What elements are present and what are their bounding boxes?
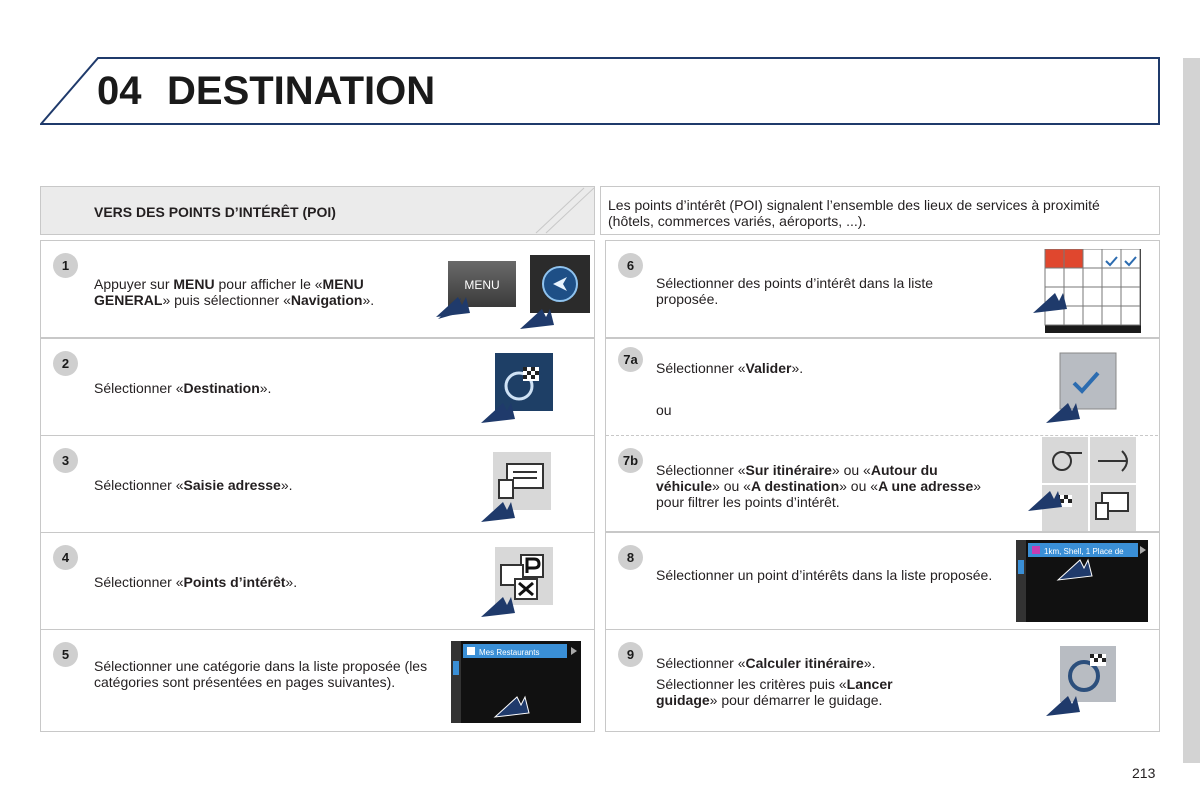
- step-badge: 8: [618, 545, 643, 570]
- step-7-separator: [606, 435, 1158, 436]
- step-7b-text: Sélectionner «Sur itinéraire» ou «Autour du véhicule» ou «A destination» ou «A une adresse» pour filtrer les points d’intérêt.: [656, 462, 982, 510]
- category-list-screen: [451, 641, 581, 723]
- menu-navigation-icons: [436, 253, 591, 331]
- step-1: [40, 240, 595, 338]
- step-8: [605, 532, 1160, 630]
- section-title: VERS DES POINTS D’INTÉRÊT (POI): [94, 204, 336, 220]
- step-text: Sélectionner des points d’intérêt dans la liste proposée.: [656, 275, 934, 307]
- step-badge: 1: [53, 253, 78, 278]
- step-7a-text: Sélectionner «Valider».: [656, 360, 804, 376]
- restaurants-item: Mes Restaurants: [479, 648, 540, 657]
- side-tab-bar: [1183, 58, 1200, 763]
- heading-diagonal-decoration: [534, 187, 594, 234]
- step-badge: 4: [53, 545, 78, 570]
- step-5: [40, 629, 595, 732]
- chapter-title: DESTINATION: [167, 69, 436, 113]
- section-intro: [600, 186, 1160, 235]
- poi-grid-screen: [1031, 249, 1143, 333]
- validate-check-icon: [1044, 351, 1134, 427]
- poi-icon: [479, 545, 559, 620]
- section-heading: [40, 186, 595, 235]
- step-text: Appuyer sur MENU pour afficher le «MENU GENERAL» puis sélectionner «Navigation».: [94, 276, 375, 308]
- step-2: [40, 338, 595, 436]
- step-9: [605, 629, 1160, 732]
- chapter-number: 04: [97, 69, 142, 113]
- step-badge: 3: [53, 448, 78, 473]
- step-text: Sélectionner «Points d’intérêt».: [94, 574, 298, 590]
- step-text: Sélectionner «Saisie adresse».: [94, 477, 293, 493]
- step-6: [605, 240, 1160, 338]
- filter-options-icons: [1026, 437, 1138, 531]
- step-text: Sélectionner «Destination».: [94, 380, 272, 396]
- calculate-route-icon: [1044, 646, 1134, 720]
- step-badge: 6: [618, 253, 643, 278]
- step-badge: 5: [53, 642, 78, 667]
- poi-result-screen: [1016, 540, 1148, 622]
- step-text: Sélectionner un point d’intérêts dans la liste proposée.: [656, 567, 993, 583]
- step-3: [40, 435, 595, 533]
- step-text: Sélectionner une catégorie dans la liste proposée (les catégories sont présentées en pages suivantes).: [94, 658, 428, 690]
- address-entry-icon: [479, 450, 559, 525]
- destination-flag-icon: [479, 351, 559, 426]
- page-number: 213: [1132, 765, 1156, 781]
- poi-result-item: 1km, Shell, 1 Place de: [1044, 547, 1124, 556]
- step-badge: 2: [53, 351, 78, 376]
- step-text-calc: Sélectionner «Calculer itinéraire».: [656, 655, 876, 671]
- step-badge: 9: [618, 642, 643, 667]
- step-badge-7a: 7a: [618, 347, 643, 372]
- step-badge-7b: 7b: [618, 448, 643, 473]
- step-7a-or: ou: [656, 402, 672, 418]
- intro-text: Les points d’intérêt (POI) signalent l’ensemble des lieux de services à proximité (hôtels, commerces variés, aéroports, ...).: [608, 197, 1100, 229]
- chapter-header: [40, 57, 1160, 126]
- menu-button-label: MENU: [464, 278, 500, 292]
- step-4: [40, 532, 595, 630]
- step-text-launch: Sélectionner les critères puis «Lancer guidage» pour démarrer le guidage.: [656, 676, 893, 708]
